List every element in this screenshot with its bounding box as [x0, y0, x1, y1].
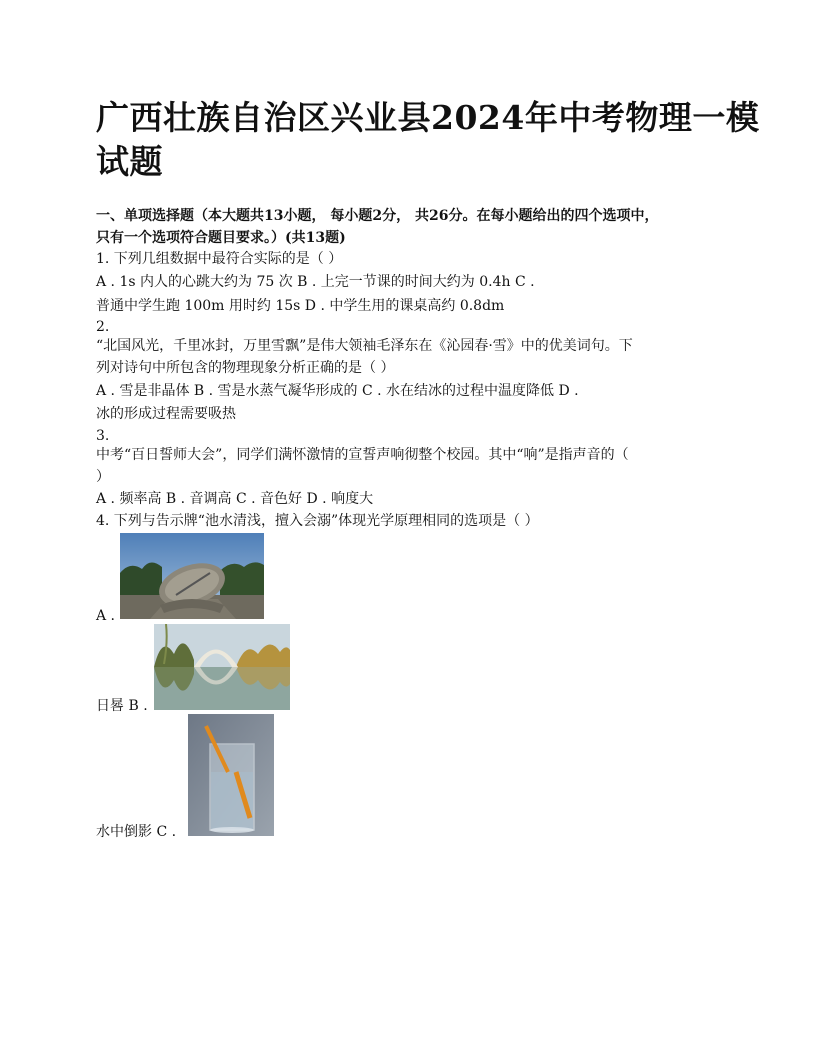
q3-stem-line2: ） [96, 469, 110, 485]
q2-options-line1: A . 雪是非晶体 B . 雪是水蒸气凝华形成的 C . 水在结冰的过程中温度降低 D . [96, 383, 579, 399]
q1-options-line1: A . 1s 内人的心跳大约为 75 次 B . 上完一节课的时间大约为 0.4h C . [96, 274, 535, 290]
q4-option-b-caption: 日晷 B . [96, 698, 148, 714]
q3-stem-line1: 中考“百日誓师大会”，同学们满怀激情的宣誓声响彻整个校园。其中“响”是指声音的（ [96, 447, 629, 463]
q2-number: 2. [96, 319, 110, 335]
q1-stem: 1. 下列几组数据中最符合实际的是（ ） [96, 251, 343, 267]
section-heading-line1: 一、单项选择题（本大题共13小题， 每小题2分， 共26分。在每小题给出的四个选项中， [96, 208, 659, 224]
q4-option-c-caption: 水中倒影 C . [96, 824, 177, 840]
q1-options-line2: 普通中学生跑 100m 用时约 15s D . 中学生用的课桌高约 0.8dm [96, 298, 505, 314]
q3-number: 3. [96, 428, 110, 444]
sundial-image [120, 533, 264, 619]
bridge-reflection-image [154, 624, 290, 710]
q3-options: A . 频率高 B . 音调高 C . 音色好 D . 响度大 [96, 491, 374, 507]
page-title-line1: 广西壮族自治区兴业县2024年中考物理一模 [96, 98, 760, 137]
q4-option-a-caption: A . [96, 608, 116, 624]
page-title-line2: 试题 [96, 142, 163, 181]
q4-stem: 4. 下列与告示牌“池水清浅，擅入会溺”体现光学原理相同的选项是（ ） [96, 513, 539, 529]
section-heading-line2: 只有一个选项符合题目要求。）(共13题) [96, 230, 346, 246]
pencil-in-water-image [188, 714, 274, 836]
q2-stem-line1: “北国风光，千里冰封，万里雪飘”是伟大领袖毛泽东在《沁园春·雪》中的优美词句。下 [96, 338, 633, 354]
q2-options-line2: 冰的形成过程需要吸热 [96, 406, 236, 422]
q2-stem-line2: 列对诗句中所包含的物理现象分析正确的是（ ） [96, 360, 395, 376]
